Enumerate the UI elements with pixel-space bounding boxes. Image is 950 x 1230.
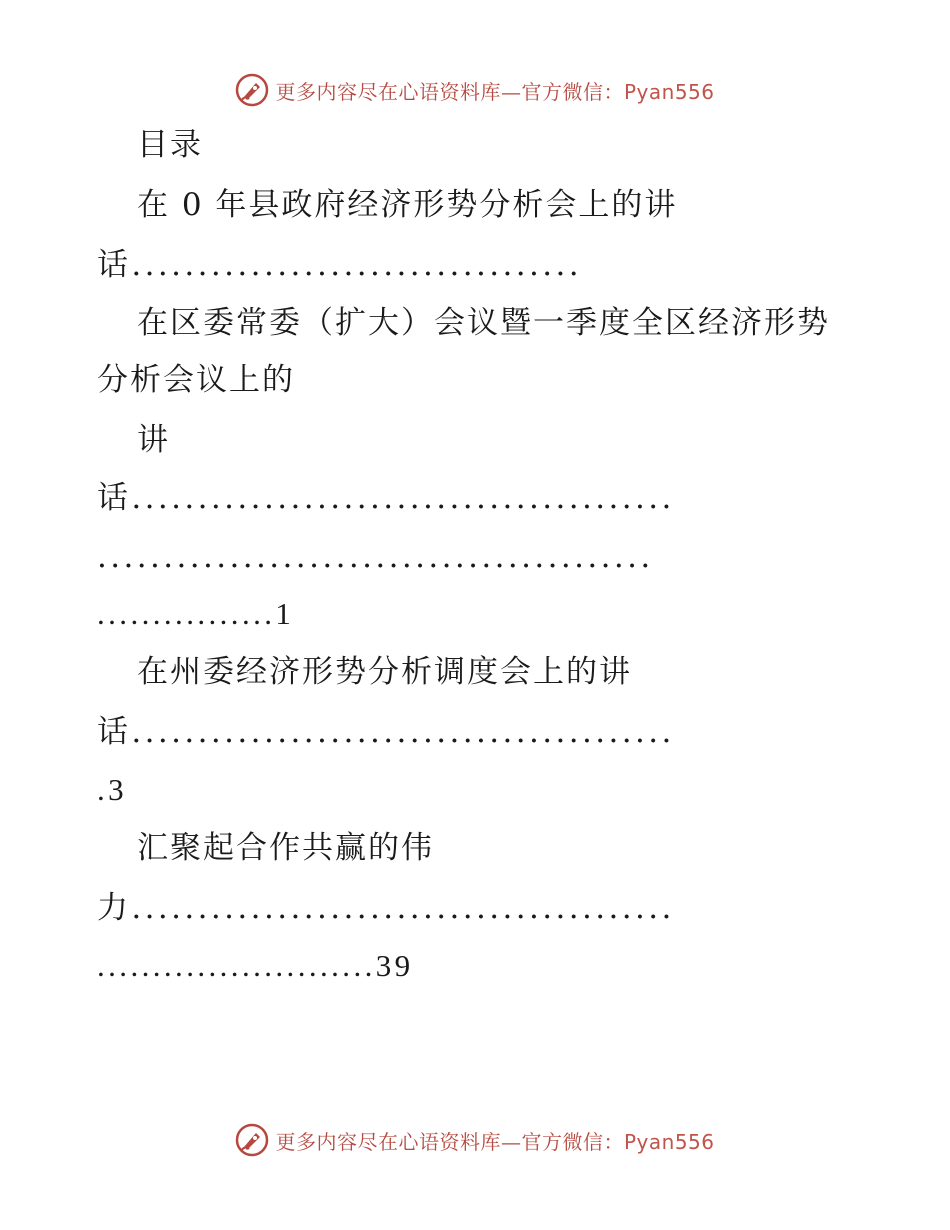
toc-entry-2-page[interactable]: ................1 xyxy=(97,596,295,631)
toc-entry-3-page[interactable]: .3 xyxy=(97,772,128,807)
pen-nib-logo-icon xyxy=(235,1123,269,1157)
toc-entry-1-leader[interactable]: 话.................................. xyxy=(97,247,583,283)
toc-entry-4-title[interactable]: 汇聚起合作共赢的伟 xyxy=(137,830,434,866)
toc-entry-2-leader-cont[interactable]: .......................................... xyxy=(97,539,654,575)
toc-entry-2-title[interactable]: 在区委常委（扩大）会议暨一季度全区经济形势 xyxy=(137,305,830,341)
toc-heading: 目录 xyxy=(137,127,203,163)
watermark-text: 更多内容尽在心语资料库—官方微信：Pyan556 xyxy=(275,79,715,104)
toc-entry-2-leader[interactable]: 话......................................... xyxy=(97,480,675,516)
pen-nib-logo-icon xyxy=(235,73,269,107)
toc-entry-2-title-cont[interactable]: 分析会议上的 xyxy=(97,362,295,398)
toc-entry-2-title-cont-2[interactable]: 讲 xyxy=(137,422,170,458)
header-watermark xyxy=(0,70,950,110)
toc-entry-1-title[interactable]: 在 0 年县政府经济形势分析会上的讲 xyxy=(137,187,678,223)
toc-entry-4-leader[interactable]: 力......................................... xyxy=(97,890,675,926)
watermark-text: 更多内容尽在心语资料库—官方微信：Pyan556 xyxy=(275,1129,715,1154)
toc-entry-3-title[interactable]: 在州委经济形势分析调度会上的讲 xyxy=(137,654,632,690)
footer-watermark xyxy=(0,1120,950,1160)
toc-entry-3-leader[interactable]: 话......................................... xyxy=(97,714,675,750)
toc-entry-4-page[interactable]: .........................39 xyxy=(97,948,414,983)
